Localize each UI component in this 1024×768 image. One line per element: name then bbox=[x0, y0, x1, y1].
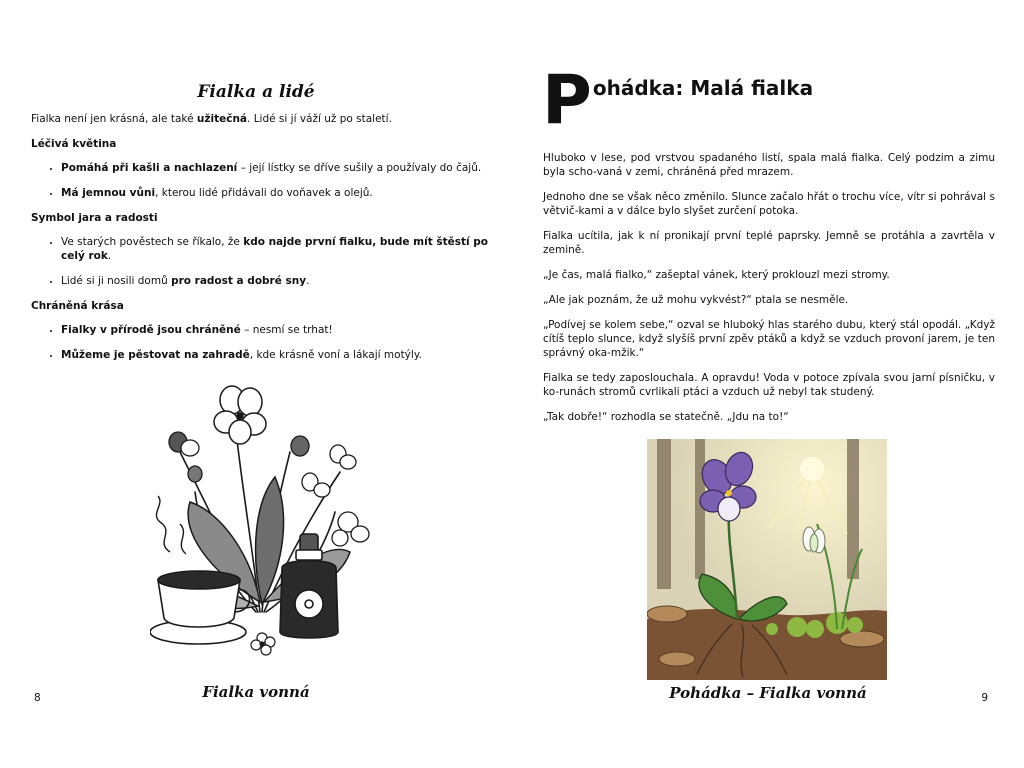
section-heading-protected: Chráněná krása bbox=[31, 300, 124, 312]
story-paragraph: „Podívej se kolem sebe,“ ozval se hluboký hlas starého dubu, který stál opodál. „Když cítíš teplo slunce, když slyšíš první zpěv ptáků a když se vzduch provoní jarem, je ten správný oka-mžik.“ bbox=[543, 319, 995, 359]
section-heading-symbol: Symbol jara a radosti bbox=[31, 212, 158, 224]
story-title-text: ohádka: Malá fialka bbox=[592, 76, 814, 100]
list-item: • Lidé si ji nosili domů pro radost a dobré sny. bbox=[61, 274, 501, 288]
list-item: • Pomáhá při kašli a nachlazení – její lístky se dříve sušily a používaly do čajů. bbox=[61, 161, 501, 175]
list-item: • Ve starých pověstech se říkalo, že kdo najde první fialku, bude mít štěstí po celý rok. bbox=[61, 235, 501, 263]
page-number-right: 9 bbox=[981, 692, 988, 704]
page-number-left: 8 bbox=[34, 692, 41, 704]
story-title bbox=[542, 61, 814, 140]
story-paragraph: Fialka ucítila, jak k ní pronikají první teplé paprsky. Jemně se protáhla a zavrtěla v zemině. bbox=[543, 230, 995, 256]
story-paragraph: Hluboko v lese, pod vrstvou spadaného listí, spala malá fialka. Celý podzim a zimu byla scho-vaná v zemi, chráněná před mrazem. bbox=[543, 152, 995, 178]
intro-paragraph: Fialka není jen krásná, ale také užitečná. Lidé si jí váží už po staletí. bbox=[31, 113, 392, 125]
left-page-content bbox=[31, 112, 501, 373]
list-item: • Má jemnou vůni, kterou lidé přidávali do voňavek a olejů. bbox=[61, 186, 501, 200]
violet-and-snowdrop-sprouting-forest-illustration bbox=[647, 439, 887, 680]
list-symbol bbox=[31, 235, 501, 288]
list-item: • Fialky v přírodě jsou chráněné – nesmí se trhat! bbox=[61, 323, 501, 337]
right-page bbox=[512, 0, 1024, 768]
section-heading-medicinal: Léčivá květina bbox=[31, 138, 117, 150]
list-item: • Můžeme je pěstovat na zahradě, kde krásně voní a lákají motýly. bbox=[61, 348, 501, 362]
story-text bbox=[543, 151, 995, 435]
left-page-title: Fialka a lidé bbox=[197, 82, 315, 102]
story-paragraph: Jednoho dne se však něco změnilo. Slunce začalo hřát o trochu více, vítr si pohrával s větvič-kami a v dálce bylo slyšet zurčení potoka. bbox=[543, 191, 995, 217]
list-medicinal bbox=[31, 161, 501, 200]
violet-plant-teacup-oil-bottle-drawing bbox=[150, 382, 386, 664]
story-paragraph: „Ale jak poznám, že už mohu vykvést?“ ptala se nesměle. bbox=[543, 294, 849, 306]
right-page-caption: Pohádka – Fialka vonná bbox=[669, 684, 867, 702]
story-paragraph: „Je čas, malá fialko,“ zašeptal vánek, který proklouzl mezi stromy. bbox=[543, 269, 890, 281]
drop-cap: P bbox=[542, 61, 592, 140]
story-paragraph: Fialka se tedy zaposlouchala. A opravdu! Voda v potoce zpívala svou jarní písničku, v ko-runách stromů cvrlikali ptáci a vzduch už nebyl tak studený. bbox=[543, 372, 995, 398]
left-page-caption: Fialka vonná bbox=[202, 683, 310, 701]
story-paragraph: „Tak dobře!“ rozhodla se statečně. „Jdu na to!“ bbox=[543, 411, 789, 423]
list-protected bbox=[31, 323, 501, 362]
